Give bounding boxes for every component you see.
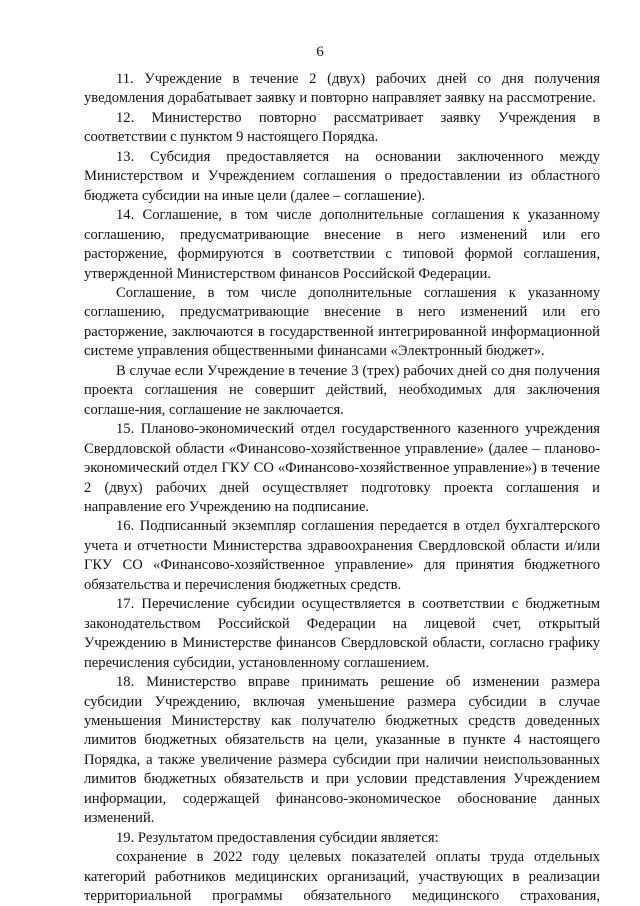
page-number: 6 (316, 44, 324, 60)
paragraph-16: 16. Подписанный экземпляр соглашения передается в отдел бухгалтерского учета и отчетности Министерства здравоохранения Свердловской области и/или ГКУ СО «Финансово-хозяйственное управление» для принятия бюджетного обязательства и перечисления бюджетных средств. (84, 518, 600, 593)
paragraph-14-agreement-system: Соглашение, в том числе дополнительные соглашения к указанному соглашению, предусматривающие внесение в него изменений или его расторжение, заключаются в государственной интегрированной информационной системе управления общественными финансами «Электронный бюджет». (84, 284, 600, 360)
paragraph-17: 17. Перечисление субсидии осуществляется в соответствии с бюджетным законодательством Российской Федерации на лицевой счет, открытый Учреждению в Министерстве финансов Свердловской области, согласно графику перечисления субсидии, установленному соглашением. (84, 596, 600, 671)
paragraph-18: 18. Министерство вправе принимать решение об изменении размера субсидии Учреждению, включая уменьшение размера субсидии в случае уменьшения Министерству как получателю бюджетных средств доведенных лимитов бюджетных обязательств на цели, указанные в пункте 4 настоящего Порядка, а также увеличение размера субсидии при наличии неиспользованных лимитов бюджетных обязательств и при условии представления Учреждением информации, содержащей финансово-экономическое обоснование данных изменений. (84, 674, 600, 827)
paragraph-15: 15. Планово-экономический отдел государственного казенного учреждения Свердловской области «Финансово-хозяйственное управление» (далее – планово-экономический отдел ГКУ СО «Финансово-хозяйственное управление») в течение 2 (двух) рабочих дней осуществляет подготовку проекта соглашения и направление его Учреждению на подписание. (84, 421, 600, 515)
paragraph-14-not-concluded: В случае если Учреждение в течение 3 (трех) рабочих дней со дня получения проекта соглашения не совершит действий, необходимых для заключения соглаше-ния, соглашение не заключается. (84, 362, 600, 418)
paragraph-19: 19. Результатом предоставления субсидии является: (116, 829, 439, 846)
paragraph-19-result: сохранение в 2022 году целевых показателей оплаты труда отдельных категорий работников медицинских организаций, участвующих в реализации территориальной программы обязательного медицинского страхования, (84, 849, 600, 905)
paragraph-13: 13. Субсидия предоставляется на основании заключенного между Министерством и Учреждением соглашения о предоставлении из областного бюджета субсидии на иные цели (далее – соглашение). (84, 148, 600, 204)
paragraph-14: 14. Соглашение, в том числе дополнительные соглашения к указанному соглашению, предусматривающие внесение в него изменений или его расторжение, формируются в соответствии с типовой формой соглашения, утвержденной Министерством финансов Российской Федерации. (84, 207, 600, 282)
document-body (84, 70, 600, 906)
paragraph-11: 11. Учреждение в течение 2 (двух) рабочих дней со дня получения уведомления дорабатывает заявку и повторно направляет заявку на рассмотрение. (84, 71, 600, 107)
paragraph-12: 12. Министерство повторно рассматривает заявку Учреждения в соответствии с пунктом 9 настоящего Порядка. (84, 109, 600, 146)
